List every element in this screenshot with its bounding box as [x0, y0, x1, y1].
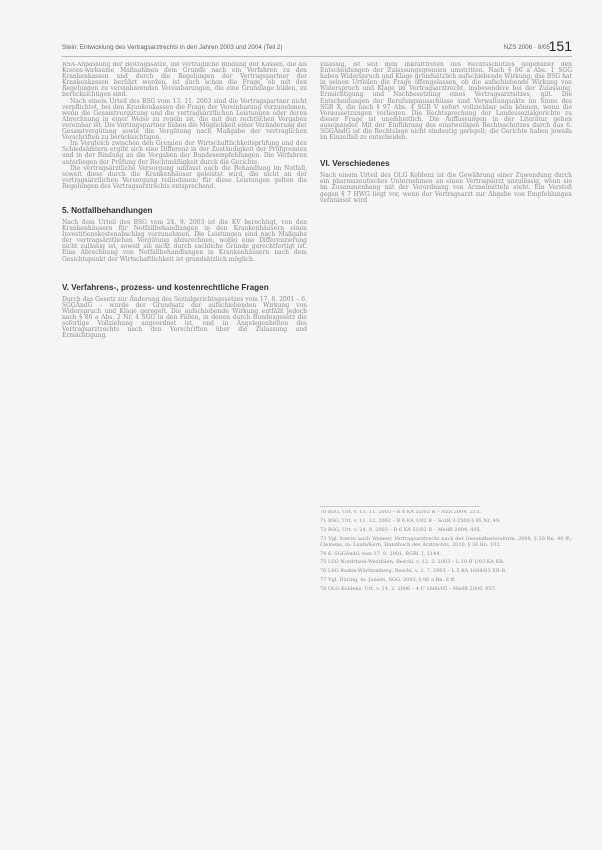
footnote-rule [320, 506, 480, 507]
right-column [320, 62, 572, 492]
paragraph: Durch das Gesetz zur Änderung des Sozialgerichtsgesetzes vom 17. 8. 2001 – 6. SGGÄndG – wurde der Grundsatz der aufschiebenden Wirkung von Widerspruch und Klage geregelt. Die aufschiebende Wirkung entfällt jedoch nach § 86 a Abs. 2 Nr. 4 SGG in den Fällen, in denen durch Bundesgesetz die sofortige Vollziehung angeordnet ist, und in Angelegenheiten des Vertragsarztrechts nach den Vorschriften über die Zulassung und Ermächtigung. [62, 295, 307, 340]
footnote: 70 BSG, Urt. v. 13. 11. 2003 – B 6 KA 55/02 R – NZS 2004, 213. [320, 510, 481, 515]
footnotes [320, 510, 572, 830]
header-right-text: NZS 2006 · 8/05 [503, 44, 550, 51]
paragraph: Nach dem Urteil des BSG vom 24. 9. 2003 ist die KV berechtigt, von den Krankenhäusern für Notfallbehandlungen in den Krankenhäusern einen Investitionskostenabschlag vorzunehmen. Die Leistungen sind nach Maßgabe der vertragsärztlichen Vergütung abzurechnen, wobei eine Differenzierung nicht zulässig ist, soweit sie nicht durch sachliche Gründe gerechtfertigt ist. Eine Abrechnung von Notfallbehandlungen in Krankenhäusern nach dem Gesichtspunkt der Wirtschaftlichkeit ist grundsätzlich möglich. [62, 218, 307, 263]
paragraph: zulässig, ist seit dem Inkrafttreten des Rechtsschutzes gegenüber den Entscheidungen der Zulassungsgremien umstritten. Nach § 86 a Abs. 1 SGG haben Widerspruch und Klage grundsätzlich aufschiebende Wirkung; das BSG hat in seinen Urteilen die Frage offengelassen, ob die aufschiebende Wirkung von Widerspruch und Klage im Vertragsarztrecht, insbesondere bei der Zulassung, Ermächtigung und Nachbesetzung eines Vertragsarztsitzes, gilt. Die Entscheidungen der Berufungsausschüsse sind Verwaltungsakte im Sinne des SGB X, die nach § 97 Abs. 4 SGB V sofort vollziehbar sein können, wenn die Voraussetzungen vorliegen. Die Rechtsprechung der Landessozialgerichte zu dieser Frage ist uneinheitlich. Die Auffassungen in der Literatur gehen auseinander. Mit der Einführung des einstweiligen Rechtsschutzes durch das 6. SGGÄndG ist die Rechtslage nicht eindeutig geregelt; die Gerichte haben jeweils im Einzelfall zu entscheiden. [320, 62, 572, 142]
section-heading: V. Verfahrens-, prozess- und kostenrechtliche Fragen [62, 282, 269, 292]
section-heading: VI. Verschiedenes [320, 159, 390, 169]
footnote: 72 BSG, Urt. v. 24. 9. 2003 – B 6 KA 51/02 R – MedR 2004, 405. [320, 526, 482, 533]
header-left-text: Stein: Entwicklung des Vertragsarztrechts in den Jahren 2003 und 2004 (Teil 2) [62, 44, 283, 51]
page-number: 151 [548, 38, 572, 54]
footnote: 74 6. SGGÄndG vom 17. 8. 2001, BGBl. I, 2144. [320, 550, 441, 557]
paragraph: RSA-Anpassung der Beitragssätze, die vertragliche Bindung der Kassen, die als Kosten-wirksame Maßnahmen dem Grunde nach ein Verfahren zu den Krankenkassen und durch die Regelungen der Vertragspartner der Krankenkassen berührt werden, ist auch schon die Frage, ob mit den Regelungen zu vereinbarenden Vereinbarungen, die eine Grundlage bilden, zu berücksichtigen sind. [62, 62, 307, 99]
running-header [62, 40, 572, 54]
footnote: 77 Vgl. Düring, in: Jansen, SGG, 2003, § 86 a Rn. 8 ff. [320, 577, 456, 584]
paragraph: Im Vergleich zwischen den Gremien der Wirtschaftlichkeitsprüfung und den Schiedsämtern ergibt sich eine Differenz in der Zuständigkeit der Prüfgremien und in der Bindung an die Vorgaben der Bundesempfehlungen. Die Verfahren unterliegen der Prüfung der Rechtmäßigkeit durch die Gerichte. [62, 140, 307, 166]
footnote: 71 BSG, Urt. v. 11. 12. 2002 – B 6 KA 1/02 R – SozR 3-2500 § 85 Nr. 49. [320, 517, 501, 524]
footnote: 73 Vgl. hierzu auch Wenner, Vertragsarztrecht nach der Gesundheitsreform, 2008, § 20 Rn. 40 ff.; Clemens, in: Laufs/Kern, Handbuch des Arztrechts, 2010, § 36 Rn. 102. [320, 535, 572, 548]
header-rule [62, 56, 572, 57]
footnote: 75 LSG Nordrhein-Westfalen, Beschl. v. 12. 3. 2003 – L 10 B 1/03 KA ER. [320, 559, 505, 566]
footnote: 78 OLG Koblenz, Urt. v. 14. 2. 2006 – 4 U 1680/05 – MedR 2006, 657. [320, 586, 497, 593]
left-column [62, 62, 307, 822]
paragraph: Nach einem Urteil des OLG Koblenz ist die Gewährung einer Zuwendung durch ein pharmazeutisches Unternehmen an einen Vertragsarzt unzulässig, wenn sie im Zusammenhang mit der Verordnung von Arzneimitteln steht. Ein Verstoß gegen § 7 HWG liegt vor, wenn der Vertragsarzt zur Abgabe von Empfehlungen veranlasst wird. [320, 172, 572, 204]
paragraph: Nach einem Urteil des BSG vom 13. 11. 2003 sind die Vertragspartner nicht verpflichtet, bei den Krankenkassen die Frage der Vereinbarung vorzunehmen, wenn die Gesamtvergütung und die vertragsärztlichen Leistungen oder deren Abrechnung in einer Weise zu regeln ist, die mit den rechtlichen Vorgaben vereinbar ist. Die Vertragspartner haben die Möglichkeit einer Veränderung der Gesamtvergütung sowie die Vergütung nach Maßgabe der vertraglichen Vorschriften zu berücksichtigen. [62, 97, 307, 142]
footnote: 76 LSG Baden-Württemberg, Beschl. v. 2. 7. 2003 – L 5 KA 1688/03 ER-B. [320, 568, 507, 575]
paragraph: Die vertragsärztliche Versorgung umfasst auch die Behandlung im Notfall, soweit diese durch die Krankenhäuser geleistet wird, die nicht an der vertragsärztlichen Versorgung teilnehmen; für diese Leistungen gelten die Regelungen des Vertragsarztrechts entsprechend. [62, 164, 307, 190]
section-heading: 5. Notfallbehandlungen [62, 205, 153, 215]
